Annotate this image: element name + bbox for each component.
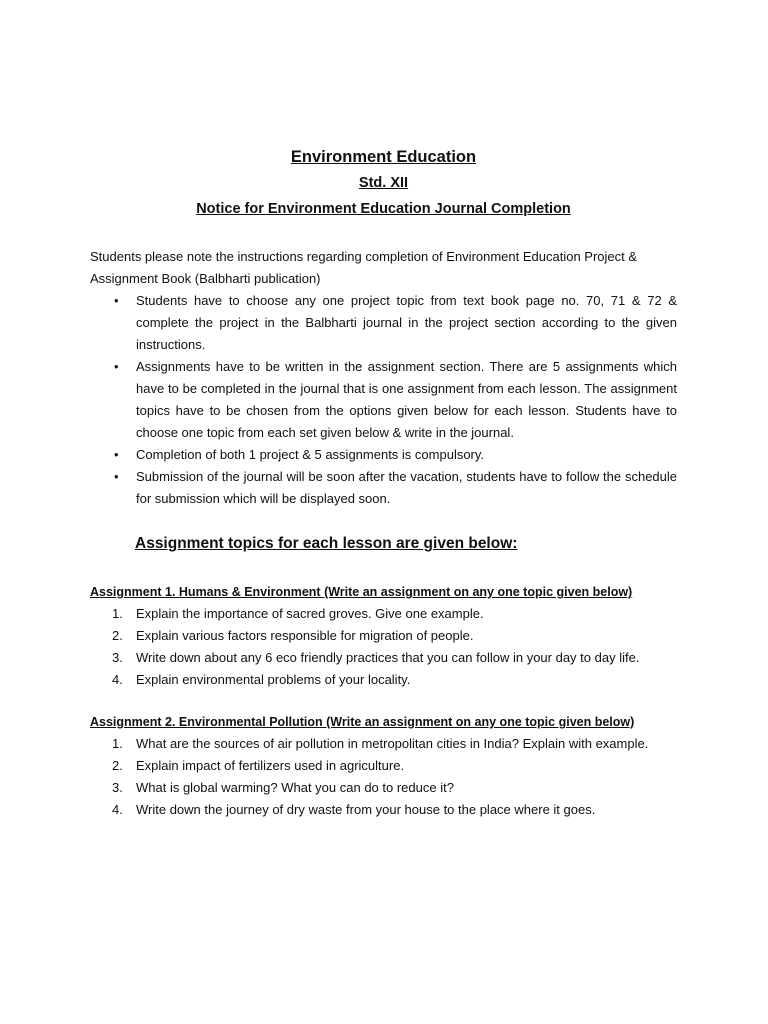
assignment-section	[90, 581, 677, 691]
topic-text: Explain environmental problems of your locality.	[136, 672, 411, 687]
bullet-icon: •	[114, 293, 119, 308]
standard-label: Std. XII	[358, 175, 409, 191]
topic-text: Explain impact of fertilizers used in agriculture.	[136, 758, 405, 773]
intro-paragraph: Students please note the instructions regarding completion of Environment Education Project & Assignment Book (Balbharti publication)	[90, 249, 638, 286]
instruction-item	[90, 290, 677, 356]
topic-text: What are the sources of air pollution in metropolitan cities in India? Explain with example.	[136, 736, 649, 751]
instruction-item	[90, 444, 677, 466]
topic-item	[90, 755, 677, 777]
topic-item	[90, 647, 677, 669]
topic-text: Explain the importance of sacred groves. Give one example.	[136, 606, 484, 621]
instruction-item	[90, 356, 677, 444]
topic-text: What is global warming? What you can do to reduce it?	[136, 780, 454, 795]
instruction-text: Students have to choose any one project topic from text book page no. 70, 71 & 72 & complete the project in the Balbharti journal in the project section according to the given instructions.	[136, 293, 677, 352]
topic-text: Explain various factors responsible for migration of people.	[136, 628, 474, 643]
assignment-heading: Assignment 2. Environmental Pollution (Write an assignment on any one topic given below)	[90, 715, 635, 729]
assignment-topic-list	[90, 603, 677, 691]
topic-number: 3.	[112, 650, 123, 665]
assignment-section	[90, 711, 677, 821]
topic-number: 3.	[112, 780, 123, 795]
bullet-icon: •	[114, 359, 119, 374]
instruction-item	[90, 466, 677, 510]
topic-item	[90, 777, 677, 799]
instruction-text: Submission of the journal will be soon after the vacation, students have to follow the schedule for submission which will be displayed soon.	[136, 469, 677, 506]
topic-number: 1.	[112, 736, 123, 751]
notice-heading: Notice for Environment Education Journal Completion	[196, 201, 571, 217]
topic-item	[90, 603, 677, 625]
topic-item	[90, 625, 677, 647]
topic-number: 4.	[112, 672, 123, 687]
topic-number: 2.	[112, 628, 123, 643]
topic-number: 1.	[112, 606, 123, 621]
instruction-text: Completion of both 1 project & 5 assignments is compulsory.	[136, 447, 485, 462]
bullet-icon: •	[114, 469, 119, 484]
bullet-icon: •	[114, 447, 119, 462]
assignment-topic-list	[90, 733, 677, 821]
topics-heading: Assignment topics for each lesson are given below:	[135, 535, 518, 552]
topic-text: Write down the journey of dry waste from your house to the place where it goes.	[136, 802, 596, 817]
instruction-list	[90, 290, 677, 510]
topic-text: Write down about any 6 eco friendly practices that you can follow in your day to day life.	[136, 650, 640, 665]
topic-number: 2.	[112, 758, 123, 773]
topic-number: 4.	[112, 802, 123, 817]
topic-item	[90, 669, 677, 691]
topic-item	[90, 733, 677, 755]
topic-item	[90, 799, 677, 821]
document-body	[90, 146, 677, 821]
assignment-heading: Assignment 1. Humans & Environment (Write an assignment on any one topic given below)	[90, 585, 633, 599]
instruction-text: Assignments have to be written in the assignment section. There are 5 assignments which have to be completed in the journal that is one assignment from each lesson. The assignment topics have to be chosen from the options given below for each lesson. Students have to choose one topic from each set given below & write in the journal.	[136, 359, 677, 440]
document-title: Environment Education	[290, 148, 477, 166]
